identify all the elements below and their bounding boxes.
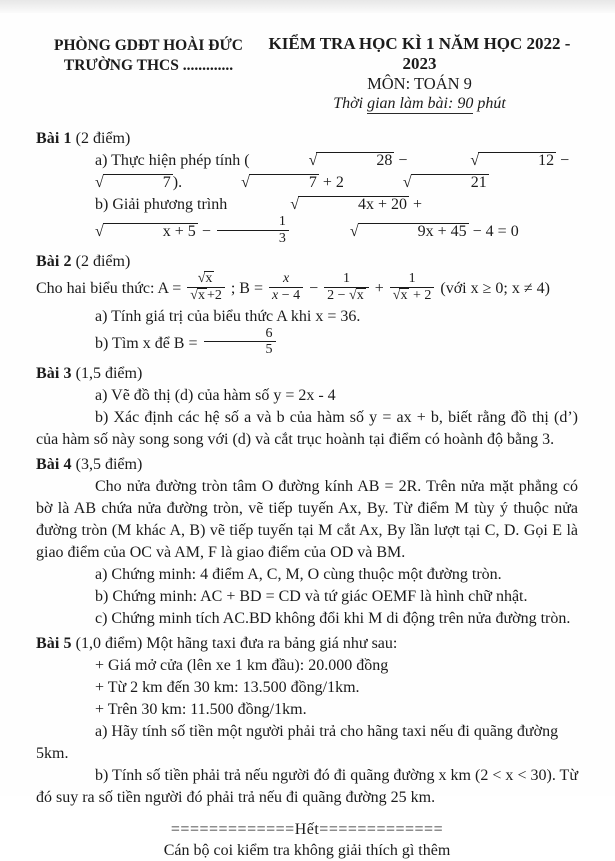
bai-5b: b) Tính số tiền phải trả nếu người đó đi quãng đường x km (2 < x < 30). Từ đó suy ra số tiền người đó phải trả nếu đi quãng đường 25 km. <box>36 767 578 807</box>
bai-3a: a) Vẽ đồ thị (d) của hàm số y = 2x - 4 <box>95 387 336 405</box>
bai-3-heading: Bài 3 (1,5 điểm) <box>36 365 143 383</box>
sqrt-radical: √ 28 <box>308 152 393 169</box>
bai-2-heading: Bài 2 (2 điểm) <box>36 253 131 271</box>
bai-3b: b) Xác định các hệ số a và b của hàm số y = ax + b, biết rằng đồ thị (d’) của hàm số này song song với (d) và cắt trục hoành tại điểm có hoành độ bằng 3. <box>36 409 578 449</box>
bai-4-intro: Cho nửa đường tròn tâm O đường kính AB = 2R. Trên nửa mặt phẳng có bờ là AB chứa nửa đường tròn, vẽ tiếp tuyến Ax, By. Từ điểm M tùy ý thuộc nửa đường tròn (M khác A, B) vẽ tiếp tuyến tại M cắt Ax, By lần lượt tại C, D. Gọi E là giao điểm của OC và AM, F là giao điểm của OD và BM. <box>36 478 578 562</box>
sqrt-radical: √ 12 <box>470 152 555 169</box>
exam-header <box>36 30 578 113</box>
fraction: $\frac{1}{3}$ <box>217 214 289 246</box>
bai-2a: a) Tính giá trị của biểu thức A khi x = 36. <box>95 307 361 325</box>
fraction: $\frac{√x}{√x +2}$ <box>187 271 225 303</box>
bai-5-heading: Bài 5 (1,0 điểm) Một hãng taxi đưa ra bảng giá như sau: <box>36 635 398 653</box>
department-name: PHÒNG GDĐT HOÀI ĐỨC <box>53 37 244 54</box>
bai-4b: b) Chứng minh: AC + BD = CD và tứ giác OEMF là hình chữ nhật. <box>95 588 528 606</box>
sqrt-radical: √x <box>392 288 408 304</box>
bai-4c: c) Chứng minh tích AC.BD không đổi khi M di động trên nửa đường tròn. <box>95 610 571 628</box>
bai-5-fare-opening: + Giá mở cửa (lên xe 1 km đầu): 20.000 đồng <box>95 657 389 675</box>
sqrt-radical: √ 21 <box>402 174 487 191</box>
fraction: $\frac{1}{2 - √x}$ <box>324 271 369 303</box>
bai-1a: a) Thực hiện phép tính ( √ 28 − √ 12 − √ 7 ). √ 7 + 2 √ 21 <box>36 150 578 194</box>
scan-edge-artifact <box>0 0 615 13</box>
exam-subject: MÔN: TOÁN 9 <box>367 74 472 93</box>
fraction: $\frac{6}{5}$ <box>204 326 276 358</box>
bai-4a: a) Chứng minh: 4 điểm A, C, M, O cùng thuộc một đường tròn. <box>95 566 502 584</box>
sqrt-radical: √ 9x + 45 <box>349 222 467 240</box>
school-name: TRƯỜNG THCS ............. <box>63 56 234 74</box>
sqrt-radical: √x <box>197 271 213 287</box>
exam-title: KIỂM TRA HỌC KÌ 1 NĂM HỌC 2022 - 2023 <box>268 34 571 73</box>
bai-1-heading: Bài 1 (2 điểm) <box>36 130 131 147</box>
duration-underlined: gian làm bài: 90 <box>367 95 474 112</box>
issuing-authority <box>36 30 261 113</box>
problems-container <box>36 128 578 809</box>
exam-title-block <box>261 30 578 113</box>
sqrt-radical: √ x + 5 <box>95 222 196 240</box>
bai-5-fare-over-30: + Trên 30 km: 11.500 đồng/1km. <box>95 701 307 719</box>
bai-2-intro: Cho hai biểu thức: A = $\frac{√x}{√x +2}$ ; B = $\frac{x}{x - 4}$ − $\frac{1}{2 - √x}$ + $\frac{1}{√x + 2}$ (với x ≥ 0; x ≠ 4) <box>36 271 550 304</box>
fraction: $\frac{x}{x - 4}$ <box>269 271 303 303</box>
end-of-exam-line: =============Hết============= <box>170 821 444 839</box>
fraction: $\frac{1}{√x + 2}$ <box>390 271 435 303</box>
exam-duration <box>261 94 578 113</box>
bai-1b: b) Giải phương trình √ 4x + 20 + √ x + 5 − $\frac{1}{3}$ √ 9x + 45 − 4 = 0 <box>36 194 578 248</box>
duration-prefix: Thời <box>333 95 368 112</box>
sqrt-radical: √x <box>190 288 205 304</box>
proctor-note: Cán bộ coi kiểm tra không giải thích gì thêm <box>163 842 451 860</box>
bai-4-heading: Bài 4 (3,5 điểm) <box>36 456 143 474</box>
bai-5-fare-2-to-30: + Từ 2 km đến 30 km: 13.500 đồng/1km. <box>95 679 360 697</box>
sqrt-radical: √ 4x + 20 <box>290 196 408 213</box>
sqrt-radical: √ 7 <box>95 174 171 191</box>
sqrt-radical: √ 7 <box>241 174 317 191</box>
bai-2b: b) Tìm x để B = $\frac{6}{5}$ <box>36 328 578 360</box>
duration-suffix: phút <box>473 95 506 112</box>
bai-5a: a) Hãy tính số tiền một người phải trả cho hãng taxi nếu đi quãng đường 5km. <box>36 723 559 763</box>
sqrt-radical: √x <box>349 288 364 304</box>
exam-footer <box>36 819 578 861</box>
